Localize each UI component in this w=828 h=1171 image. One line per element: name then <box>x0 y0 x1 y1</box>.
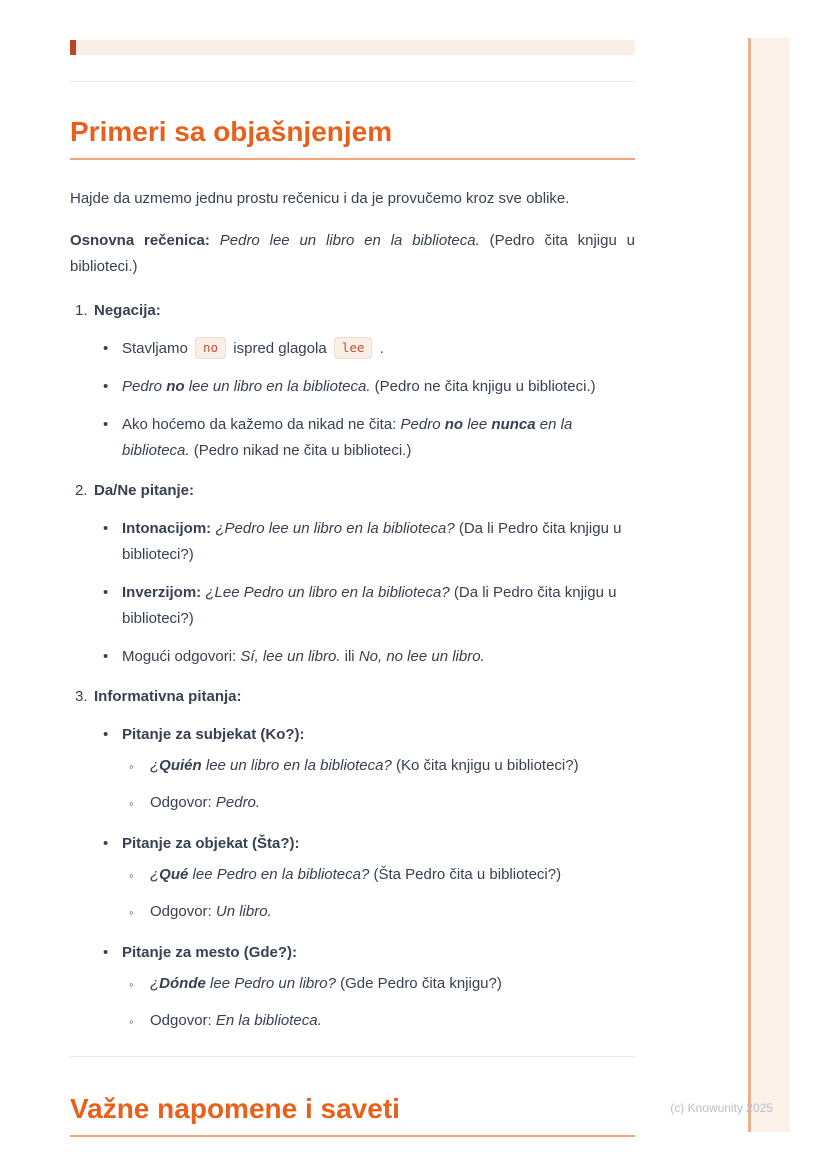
question-mark: ¿ <box>150 866 160 883</box>
sub-item-answer <box>122 899 635 925</box>
sr-text: (Šta Pedro čita u biblioteci?) <box>373 866 562 883</box>
group-title: Pitanje za subjekat (Ko?): <box>122 726 305 743</box>
es-bold-word: no <box>166 378 185 395</box>
es-text: Pedro <box>122 378 163 395</box>
es-text: No, no lee un libro. <box>358 648 485 665</box>
question-word: Dónde <box>159 975 206 992</box>
answer-label: Odgovor: <box>150 794 212 811</box>
intro-paragraph: Hajde da uzmemo jednu prostu rečenicu i da je provučemo kroz sve oblike. <box>70 190 570 207</box>
answer-label: Odgovor: <box>150 1012 212 1029</box>
es-text: lee Pedro un libro? <box>210 975 336 992</box>
es-text: lee un libro en la biblioteca. <box>188 378 371 395</box>
es-text: lee un libro en la biblioteca? <box>205 757 392 774</box>
es-text: ¿Pedro lee un libro en la biblioteca? <box>215 520 455 537</box>
question-group-mesto <box>94 940 635 1034</box>
es-text: En la biblioteca. <box>215 1012 322 1029</box>
item-title: Da/Ne pitanje: <box>94 482 195 499</box>
side-highlight-strip <box>748 38 790 1132</box>
text-segment: . <box>379 340 384 357</box>
sr-text: (Gde Pedro čita knjigu?) <box>340 975 502 992</box>
item-number: 3. <box>75 688 88 705</box>
group-title: Pitanje za objekat (Šta?): <box>122 835 300 852</box>
bullet-label: Inverzijom: <box>122 584 202 601</box>
question-mark: ¿ <box>150 757 160 774</box>
text-segment: ili <box>344 648 355 665</box>
base-es-text: Pedro lee un libro en la biblioteca. <box>219 232 480 249</box>
sr-text: (Da li Pedro čita knjigu u biblioteci?) <box>122 584 617 627</box>
question-group-subjekat <box>94 722 635 816</box>
page-content <box>70 40 635 1137</box>
item-title: Negacija: <box>94 302 161 319</box>
answer-label: Odgovor: <box>150 903 212 920</box>
list-item-dane-pitanje <box>70 478 635 670</box>
item-title: Informativna pitanja: <box>94 688 242 705</box>
es-text: lee <box>467 416 488 433</box>
sub-item-question <box>122 862 635 888</box>
sr-text: (Ko čita knjigu u biblioteci?) <box>396 757 579 774</box>
text-segment: Stavljamo <box>122 340 188 357</box>
text-segment: ispred glagola <box>233 340 327 357</box>
es-text: lee Pedro en la biblioteca? <box>192 866 370 883</box>
item-number: 1. <box>75 302 88 319</box>
es-text: Sí, lee un libro. <box>240 648 341 665</box>
text-segment: Ako hoćemo da kažemo da nikad ne čita: <box>122 416 397 433</box>
base-label: Osnovna rečenica: <box>70 232 210 249</box>
examples-list <box>70 298 635 1034</box>
question-group-objekat <box>94 831 635 925</box>
sr-text: (Pedro ne čita knjigu u biblioteci.) <box>374 378 596 395</box>
sub-list <box>122 862 635 925</box>
list-item-informativna-pitanja <box>70 684 635 1034</box>
es-text: ¿Lee Pedro un libro en la biblioteca? <box>205 584 450 601</box>
question-word: Qué <box>159 866 189 883</box>
dane-bullets <box>94 516 635 670</box>
section-divider <box>70 1056 635 1057</box>
informativna-bullets <box>94 722 635 1034</box>
item-number: 2. <box>75 482 88 499</box>
sr-text: (Da li Pedro čita knjigu u biblioteci?) <box>122 520 622 563</box>
bullet-item <box>94 580 635 632</box>
bullet-item <box>94 516 635 568</box>
question-word: Quién <box>159 757 202 774</box>
es-text: Pedro. <box>215 794 261 811</box>
sub-item-question <box>122 971 635 997</box>
section-heading-vazne-napomene: Važne napomene i saveti <box>70 1091 635 1137</box>
group-title: Pitanje za mesto (Gde?): <box>122 944 298 961</box>
es-text: en la biblioteca. <box>122 416 573 459</box>
es-text: Un libro. <box>215 903 272 920</box>
sub-item-question <box>122 753 635 779</box>
base-sentence-paragraph <box>70 228 635 280</box>
bullet-item <box>94 374 635 400</box>
es-bold-word: no <box>444 416 464 433</box>
watermark: (c) Knowunity 2025 <box>670 1101 773 1115</box>
sr-text: (Pedro nikad ne čita u biblioteci.) <box>193 442 412 459</box>
sub-item-answer <box>122 790 635 816</box>
es-text: Pedro <box>400 416 441 433</box>
callout-remnant-bar <box>70 40 635 55</box>
bullet-label: Intonacijom: <box>122 520 212 537</box>
text-segment: Mogući odgovori: <box>122 648 237 665</box>
question-mark: ¿ <box>150 975 160 992</box>
sub-list <box>122 753 635 816</box>
es-bold-word: nunca <box>491 416 536 433</box>
negacija-bullets <box>94 336 635 464</box>
bullet-item <box>94 336 635 362</box>
base-sr-text: (Pedro čita knjigu u biblioteci.) <box>70 232 636 275</box>
sub-list <box>122 971 635 1034</box>
sub-item-answer <box>122 1008 635 1034</box>
section-divider <box>70 81 635 82</box>
bullet-item <box>94 412 635 464</box>
list-item-negacija <box>70 298 635 464</box>
code-chip-lee: lee <box>334 337 373 359</box>
section-heading-primeri: Primeri sa objašnjenjem <box>70 114 635 160</box>
code-chip-no: no <box>195 337 226 359</box>
bullet-item <box>94 644 635 670</box>
